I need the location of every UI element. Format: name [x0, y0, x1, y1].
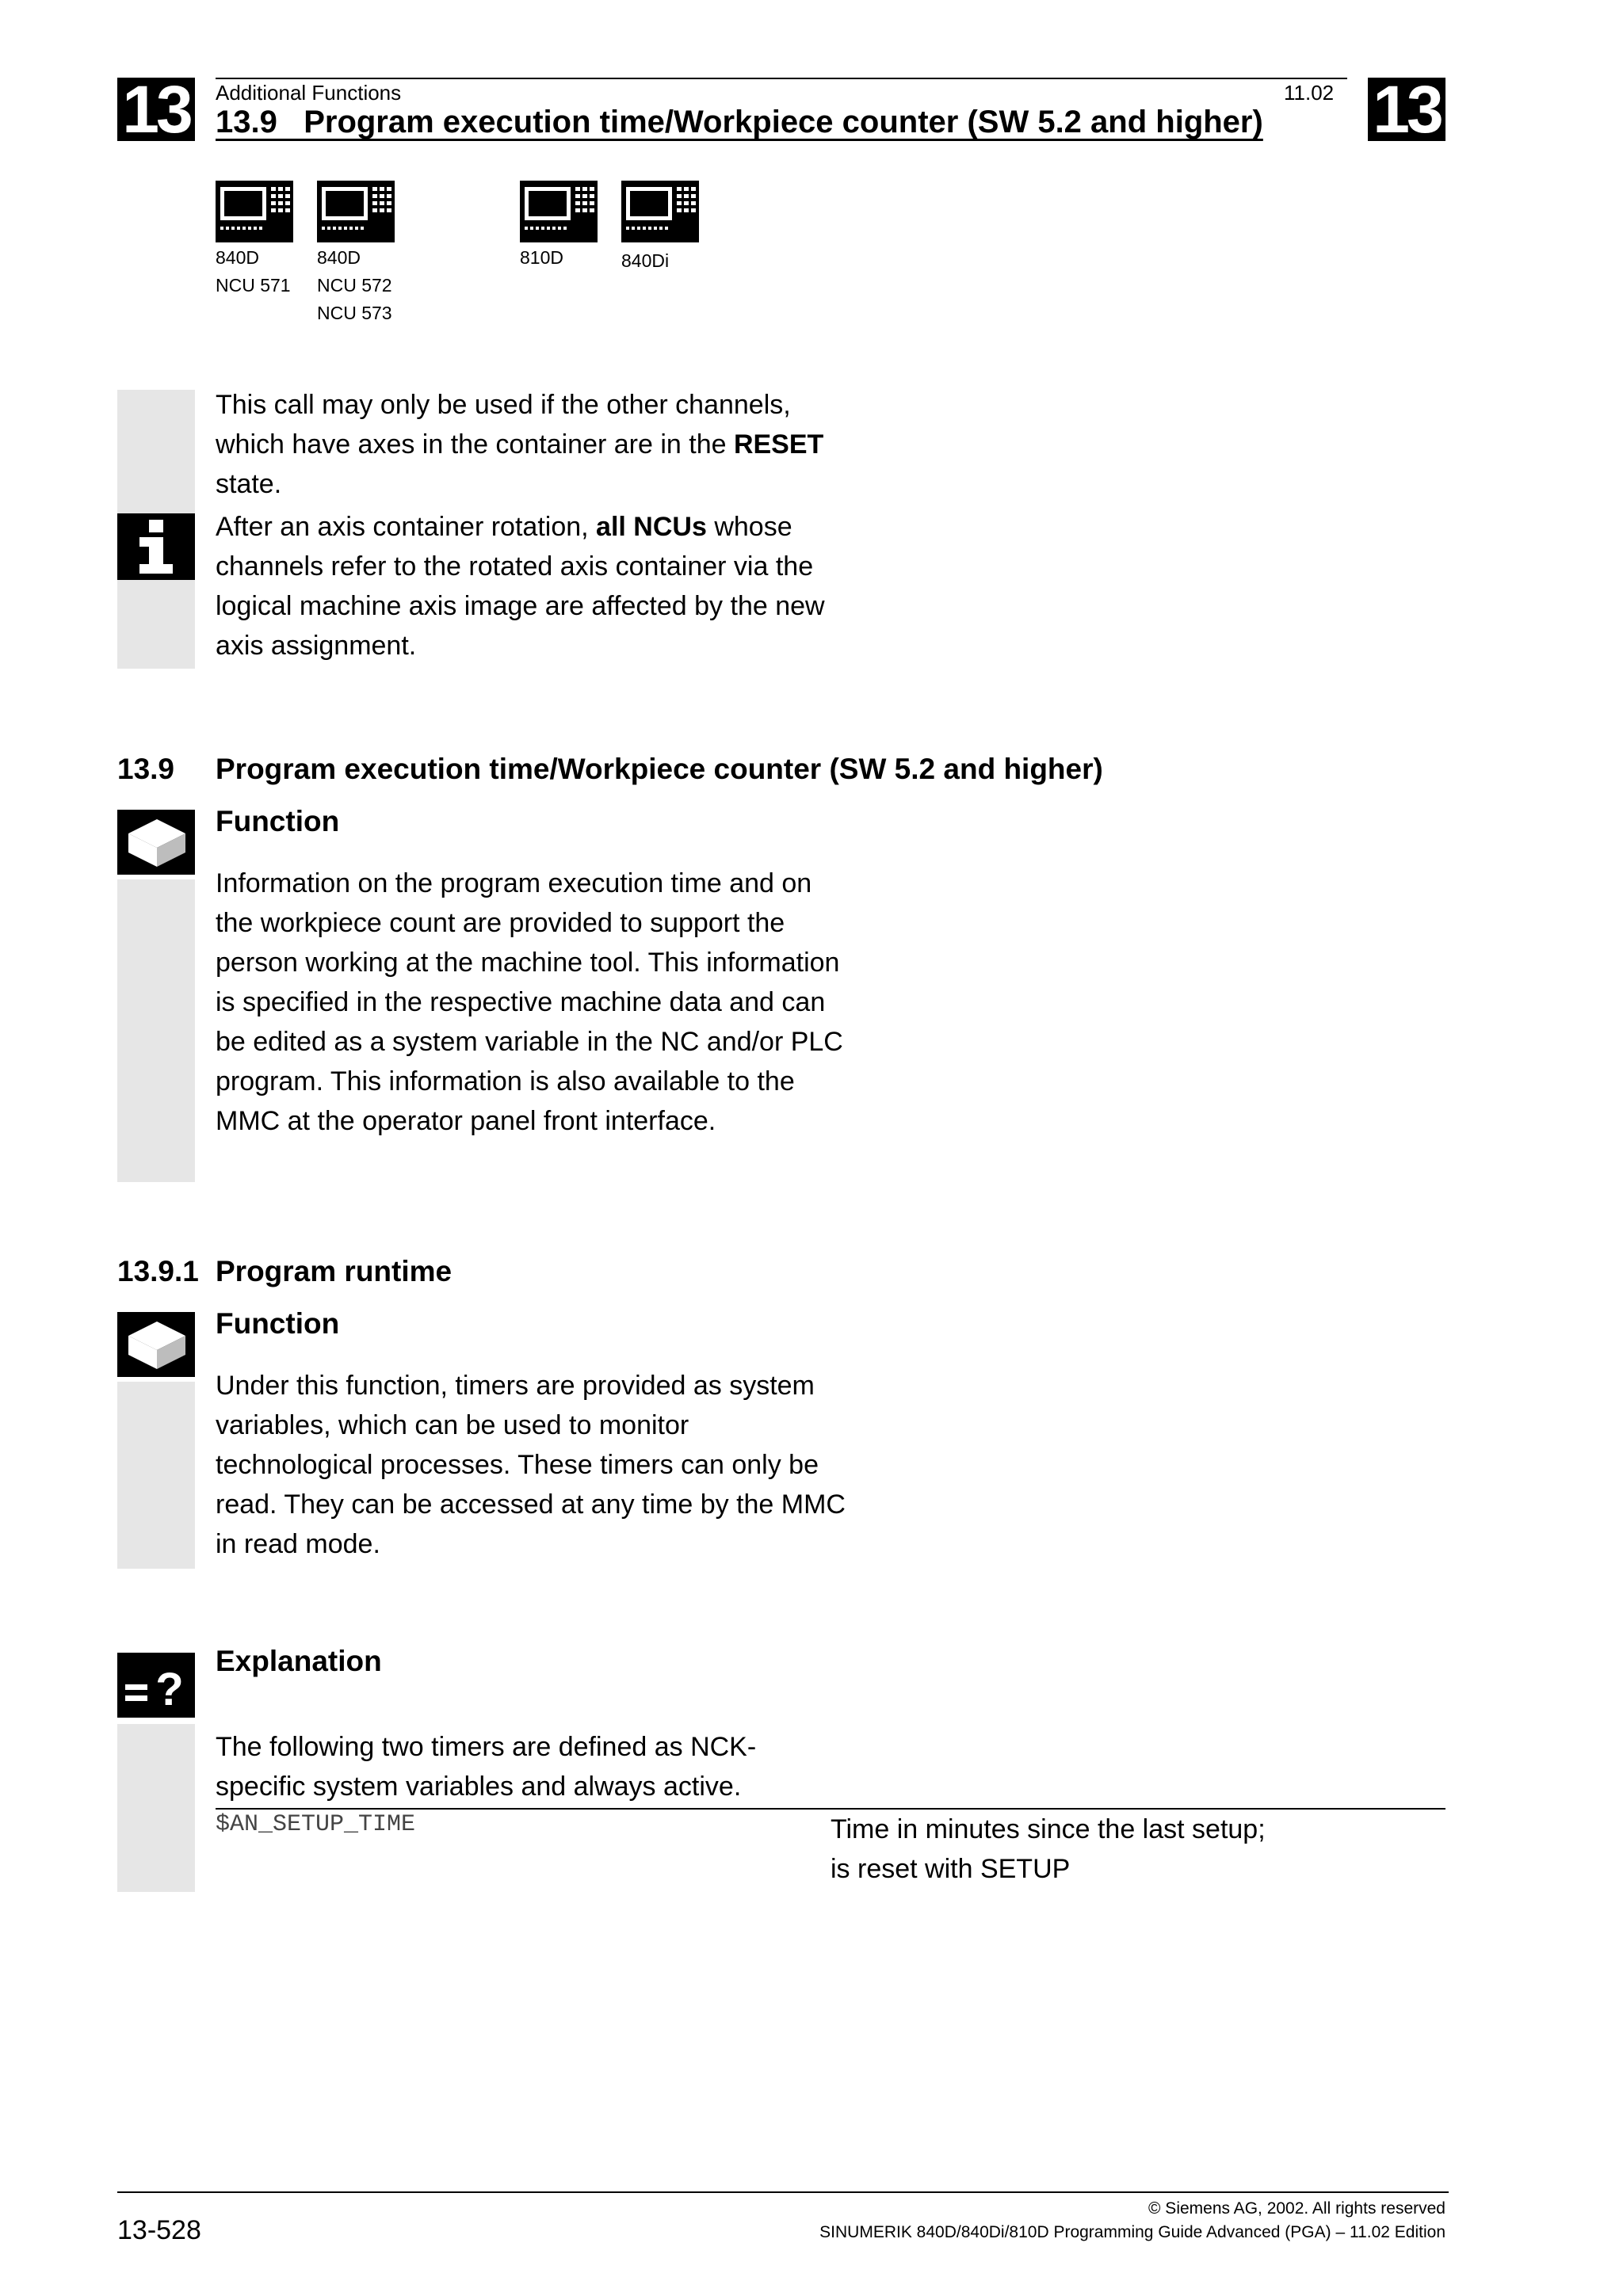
- explanation-intro: The following two timers are defined as NCK-specific system variables and always active.: [216, 1732, 757, 1802]
- runtime-function-heading: Function: [216, 1307, 340, 1340]
- control-panel-icon: [216, 181, 293, 246]
- section-title: Program execution time/Workpiece counter (SW 5.2 and higher): [216, 753, 1103, 785]
- subsection-title: Program runtime: [216, 1255, 453, 1287]
- function-sidebar: [117, 879, 195, 1182]
- header-edition: 11.02: [1284, 81, 1335, 105]
- control-label: 840Di: [621, 250, 670, 271]
- footer-page-number: 13-528: [117, 2215, 201, 2245]
- footer-copyright: © Siemens AG, 2002. All rights reserved: [1148, 2199, 1445, 2218]
- cube-icon: [117, 1312, 195, 1381]
- section-number: 13.9: [117, 753, 175, 785]
- note-paragraph-2: After an axis container rotation, all NCUs whose channels refer to the rotated axis container via the logical machine axis image are affected by the new axis assignment.: [216, 512, 825, 661]
- table-row-variable: $AN_SETUP_TIME: [216, 1811, 416, 1838]
- table-row-description: Time in minutes since the last setup; is reset with SETUP: [831, 1814, 1266, 1884]
- footer-book-title: SINUMERIK 840D/840Di/810D Programming Guide Advanced (PGA) – 11.02 Edition: [819, 2223, 1445, 2241]
- cube-icon: [117, 810, 195, 879]
- runtime-function-text: Under this function, timers are provided as system variables, which can be used to monitor technological processes. These timers can only be read. They can be accessed at any time by the MMC in read mode.: [216, 1371, 846, 1559]
- control-panel-icon: [520, 181, 598, 246]
- header-title: 13.9 Program execution time/Workpiece counter (SW 5.2 and higher): [216, 105, 1263, 139]
- control-label: 840D NCU 572 NCU 573: [317, 247, 392, 323]
- subsection-number: 13.9.1: [117, 1255, 199, 1287]
- header-section-label: Additional Functions: [216, 81, 402, 105]
- chapter-number-right: 13: [1368, 78, 1445, 141]
- svg-text:?: ?: [155, 1664, 184, 1715]
- explanation-sidebar: [117, 1724, 195, 1892]
- control-panel-icon: [317, 181, 395, 246]
- control-label: 810D: [520, 247, 563, 268]
- equals-question-icon: [117, 1653, 195, 1722]
- footer-rule: [117, 2191, 1449, 2193]
- note-paragraph-1: This call may only be used if the other channels, which have axes in the container are in the RESET state.: [216, 390, 824, 499]
- control-label: 840D NCU 571: [216, 247, 291, 296]
- info-icon: [117, 513, 195, 584]
- chapter-number-left: 13: [117, 78, 195, 141]
- function-text: Information on the program execution time and on the workpiece count are provided to support the person working at the machine tool. This information is specified in the respective machine data and can be edited as a system variable in the NC and/or PLC program. This information is also available to the MMC at the operator panel front interface.: [216, 868, 843, 1136]
- runtime-function-sidebar: [117, 1382, 195, 1569]
- control-panel-icon: [621, 181, 699, 246]
- function-heading: Function: [216, 805, 340, 837]
- explanation-heading: Explanation: [216, 1645, 382, 1677]
- header-top-rule: [216, 78, 1347, 79]
